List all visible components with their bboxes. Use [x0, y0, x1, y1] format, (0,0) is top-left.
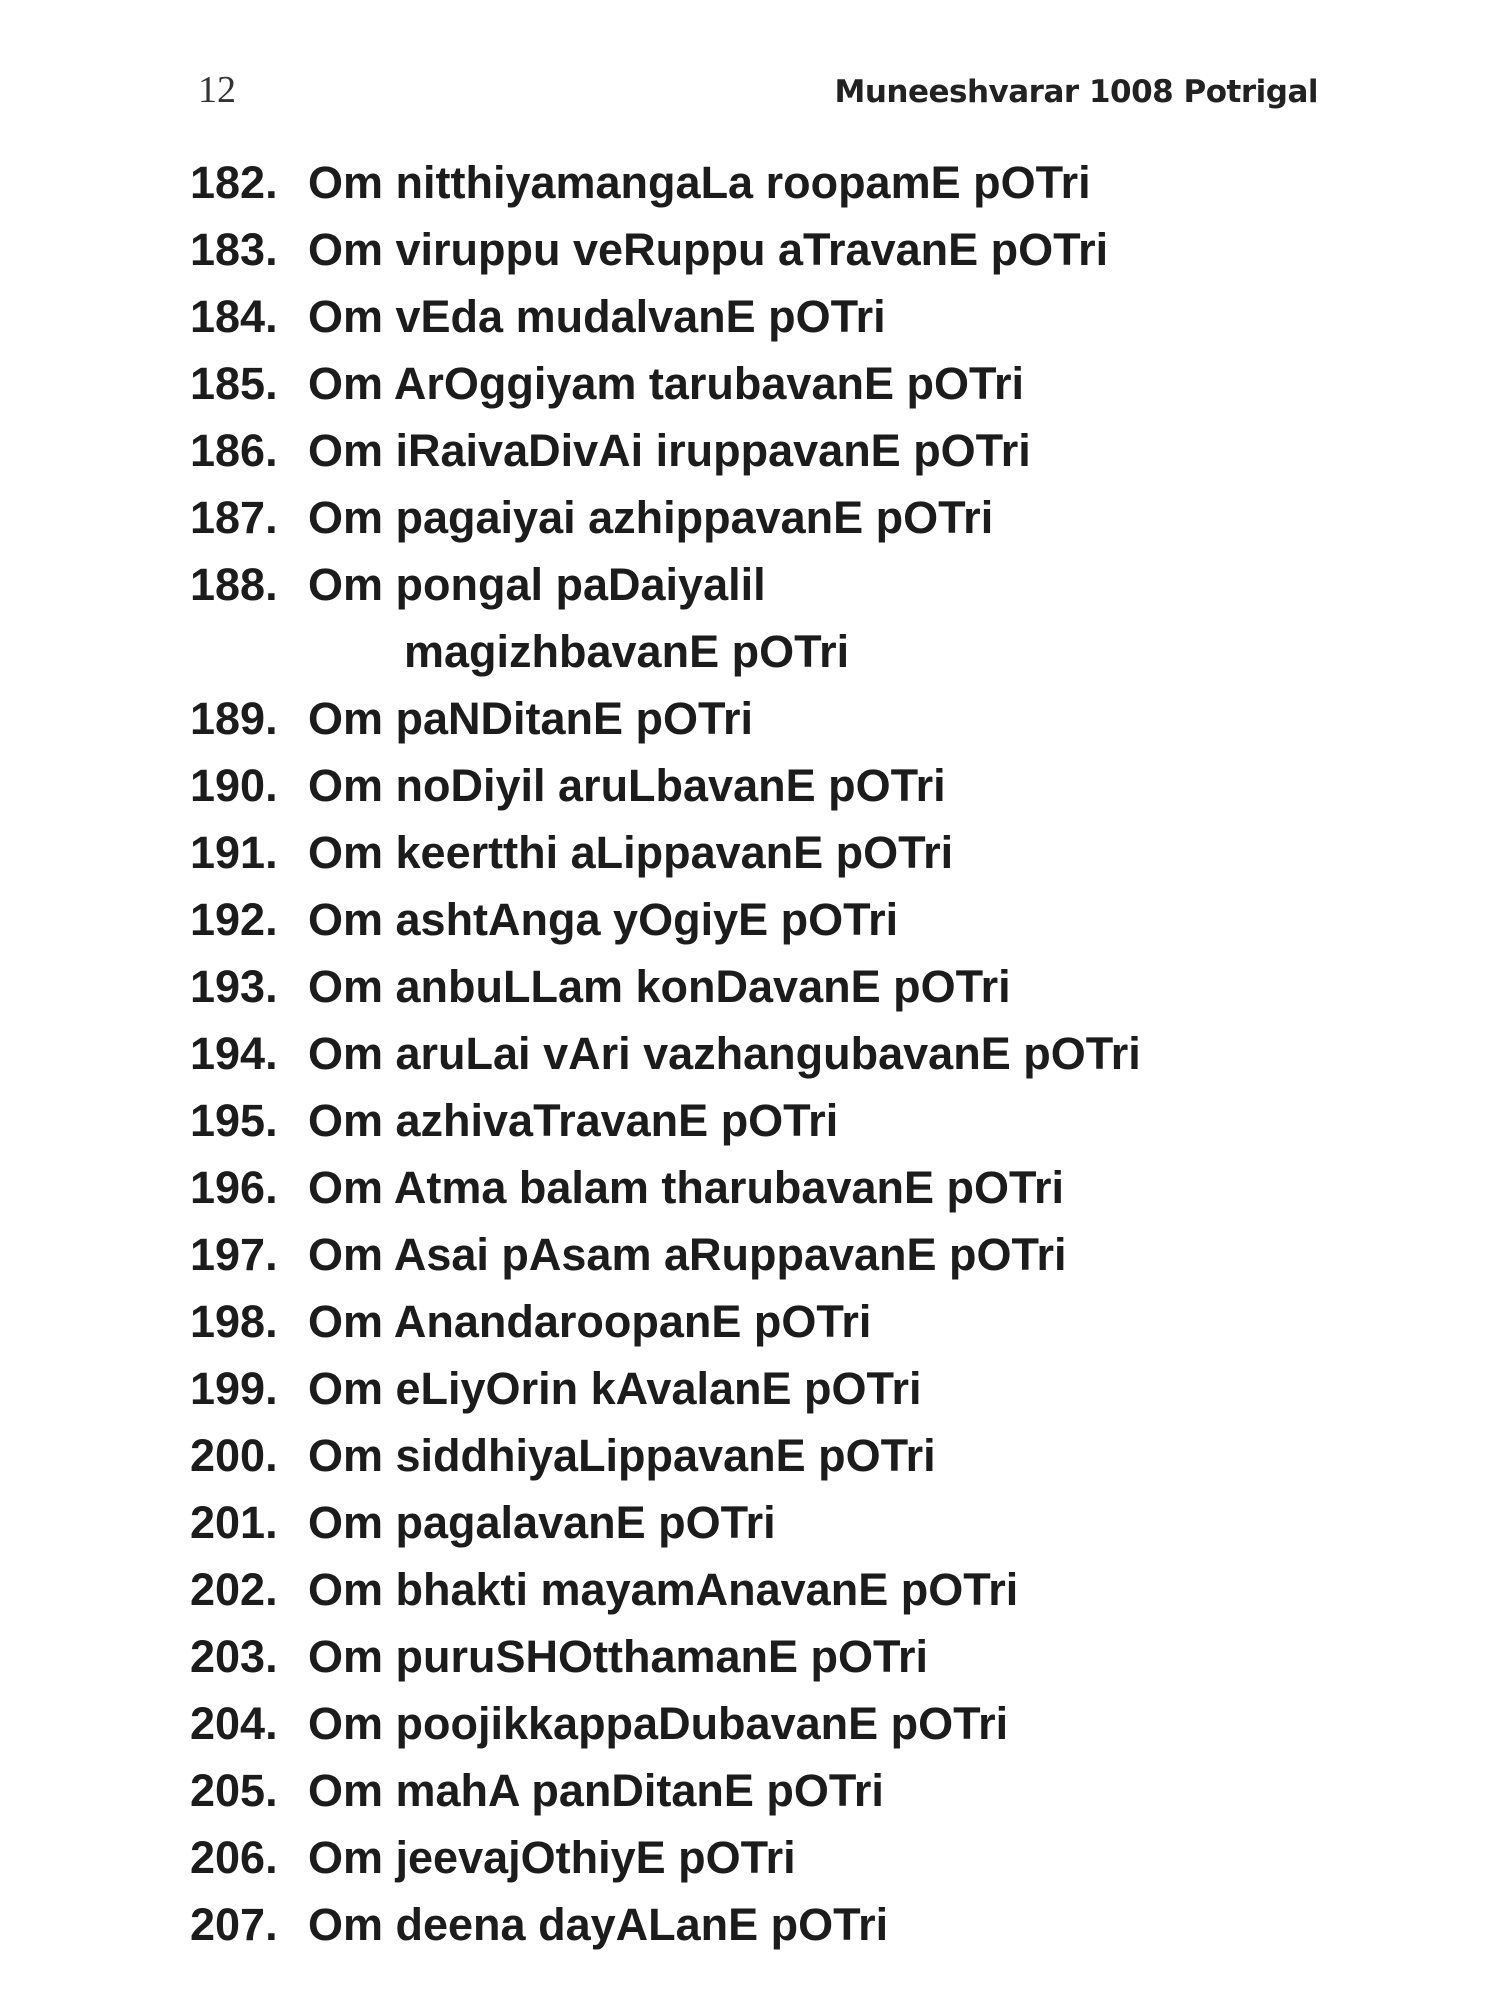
item-text: Om paNDitanE pOTri [308, 692, 754, 744]
item-number: 195. [190, 1094, 278, 1146]
item-text: Om AnandaroopanE pOTri [308, 1295, 872, 1347]
item-number: 193. [190, 960, 278, 1012]
item-number: 205. [190, 1764, 278, 1816]
item-number: 182. [190, 156, 278, 208]
item-text-line-1: Om pongal paDaiyalil [308, 559, 766, 610]
item-text: Om noDiyil aruLbavanE pOTri [308, 759, 946, 811]
list-item [190, 1154, 1350, 1221]
item-text: Om aruLai vAri vazhangubavanE pOTri [308, 1027, 1141, 1079]
item-text: Om eLiyOrin kAvalanE pOTri [308, 1362, 922, 1414]
potri-list [190, 149, 1350, 1958]
item-text: Om anbuLLam konDavanE pOTri [308, 960, 1011, 1012]
item-number: 197. [190, 1228, 278, 1280]
list-item [190, 685, 1350, 752]
item-text-line-2: magizhbavanE pOTri [404, 626, 850, 677]
list-item [190, 551, 1350, 685]
list-item [190, 1020, 1350, 1087]
list-item [190, 1355, 1350, 1422]
item-text: Om Asai pAsam aRuppavanE pOTri [308, 1228, 1067, 1280]
item-number: 200. [190, 1429, 278, 1481]
item-number: 192. [190, 893, 278, 945]
list-item [190, 886, 1350, 953]
item-text: Om mahA panDitanE pOTri [308, 1764, 884, 1816]
list-item [190, 283, 1350, 350]
item-number: 198. [190, 1295, 278, 1347]
item-text: Om Atma balam tharubavanE pOTri [308, 1161, 1065, 1213]
item-number: 189. [190, 692, 278, 744]
item-text [308, 551, 1350, 685]
list-item [190, 1690, 1350, 1757]
page-header [198, 68, 1318, 118]
list-item [190, 1623, 1350, 1690]
list-item [190, 149, 1350, 216]
item-text: Om keertthi aLippavanE pOTri [308, 826, 954, 878]
list-item [190, 1824, 1350, 1891]
list-item [190, 417, 1350, 484]
item-number: 183. [190, 223, 278, 275]
list-item [190, 350, 1350, 417]
item-text: Om puruSHOtthamanE pOTri [308, 1630, 929, 1682]
item-number: 184. [190, 290, 278, 342]
item-number: 187. [190, 491, 278, 543]
item-number: 201. [190, 1496, 278, 1548]
item-text: Om pagaiyai azhippavanE pOTri [308, 491, 994, 543]
item-text: Om bhakti mayamAnavanE pOTri [308, 1563, 1019, 1615]
item-number: 185. [190, 357, 278, 409]
list-item [190, 752, 1350, 819]
item-text: Om siddhiyaLippavanE pOTri [308, 1429, 936, 1481]
running-title: Muneeshvarar 1008 Potrigal [834, 74, 1318, 110]
item-number: 190. [190, 759, 278, 811]
item-number: 206. [190, 1831, 278, 1883]
item-text: Om jeevajOthiyE pOTri [308, 1831, 796, 1883]
list-item [190, 484, 1350, 551]
list-item [190, 1422, 1350, 1489]
item-number: 203. [190, 1630, 278, 1682]
item-text: Om poojikkappaDubavanE pOTri [308, 1697, 1009, 1749]
item-number: 196. [190, 1161, 278, 1213]
item-text: Om ArOggiyam tarubavanE pOTri [308, 357, 1025, 409]
item-number: 191. [190, 826, 278, 878]
item-text: Om ashtAnga yOgiyE pOTri [308, 893, 899, 945]
item-text: Om azhivaTravanE pOTri [308, 1094, 839, 1146]
item-number: 186. [190, 424, 278, 476]
item-text: Om vEda mudalvanE pOTri [308, 290, 886, 342]
item-text: Om nitthiyamangaLa roopamE pOTri [308, 156, 1091, 208]
item-number: 202. [190, 1563, 278, 1615]
list-item [190, 1288, 1350, 1355]
list-item [190, 216, 1350, 283]
list-item [190, 953, 1350, 1020]
item-number: 188. [190, 559, 278, 610]
item-number: 207. [190, 1898, 278, 1950]
list-item [190, 1556, 1350, 1623]
list-item [190, 1891, 1350, 1958]
item-text: Om viruppu veRuppu aTravanE pOTri [308, 223, 1109, 275]
list-item [190, 819, 1350, 886]
list-item [190, 1221, 1350, 1288]
item-number: 199. [190, 1362, 278, 1414]
list-item [190, 1087, 1350, 1154]
item-text: Om iRaivaDivAi iruppavanE pOTri [308, 424, 1031, 476]
item-number: 194. [190, 1027, 278, 1079]
page-number: 12 [198, 69, 236, 111]
list-item [190, 1757, 1350, 1824]
item-text: Om deena dayALanE pOTri [308, 1898, 889, 1950]
item-number: 204. [190, 1697, 278, 1749]
list-item [190, 1489, 1350, 1556]
item-text: Om pagalavanE pOTri [308, 1496, 776, 1548]
